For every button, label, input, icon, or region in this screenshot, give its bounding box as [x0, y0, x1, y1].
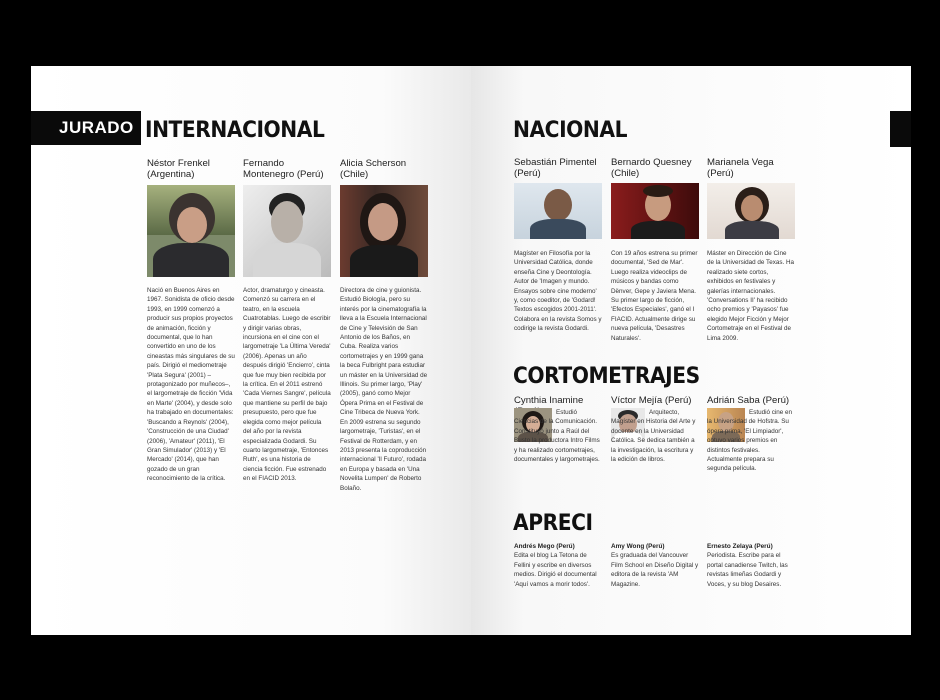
- juror-adrian-saba: [707, 395, 795, 473]
- juror-name: Fernando Montenegro (Perú): [243, 158, 324, 180]
- magazine-spread: [31, 66, 911, 635]
- juror-alicia-scherson: [340, 158, 428, 493]
- apreci-title: APRECI: [513, 511, 593, 536]
- juror-bernardo-quesney: [611, 157, 699, 343]
- nacional-title: NACIONAL: [513, 118, 628, 143]
- juror-photo: [707, 183, 795, 239]
- juror-bio: Estudió Ciencias de la Comunicación. Constituyó junto a Raúl del Busto la productora Intro Films y ha realizado cortometrajes, documentales y largometrajes.: [514, 409, 600, 464]
- juror-name: Alicia Scherson (Chile): [340, 158, 407, 180]
- juror-name: Víctor Mejía (Perú): [611, 395, 692, 406]
- internacional-title: INTERNACIONAL: [145, 118, 325, 143]
- juror-name: Néstor Frenkel (Argentina): [147, 158, 210, 180]
- right-page: [471, 66, 911, 635]
- juror-bio: Directora de cine y guionista. Estudió Biología, pero su interés por la cinematografía la lleva a la Escuela Internacional de Cine y Televisión de San Antonio de los Baños, en Cuba. Realiza varios cortometrajes y en 1999 gana la beca Fulbright para estudiar un máster en la Universidad de Illinois. Su primer largo, 'Play' (2005), ganó como Mejor Ópera Prima en el Festival de Cine Tribeca de Nueva York. En 2009 estrena su segundo largometraje, 'Turistas', en el Festival de Rotterdam, y en 2013 presenta la coproducción internacional 'Il Futuro', rodada en Europa y basada en 'Una Novelita Lumpen' de Roberto Bolaño.: [340, 287, 428, 492]
- juror-fernando-montenegro: [243, 158, 331, 484]
- juror-bio: Edita el blog La Tetona de Fellini y escribe en diversos medios. Dirigió el documental 'Aquí vamos a morir todos'.: [514, 552, 597, 588]
- juror-sebastian-pimentel: [514, 157, 602, 334]
- juror-name: Amy Wong (Perú): [611, 543, 665, 550]
- juror-bio: Estudió cine en la Universidad de Hofstra. Su ópera prima, 'El Limpiador', obtuvo varios premios en distintos festivales. Actualmente prepara su segunda película.: [707, 409, 793, 473]
- juror-victor-mejia: [611, 395, 699, 464]
- juror-bio: Nació en Buenos Aires en 1967. Sonidista de oficio desde 1993, en 1999 comenzó a producir sus propios proyectos de animación, ficción y documental, que lo han convertido en uno de los cineastas más singulares de su país. Dirigió el mediometraje 'Plata Segura' (2001) –protagonizado por muñecos–, el largometraje de ficción 'Vida en Marte' (2004), y desde solo ha trabajado en documentales: 'Buscando a Reynols' (2004), 'Construcción de una Ciudad' (2006), 'Amateur' (2011), 'El Gran Simulador' (2013) y 'El Mercado' (2014), que han gozado de un gran reconocimiento de la crítica.: [147, 287, 235, 483]
- juror-photo: [611, 183, 699, 239]
- page-tab-marker: [890, 111, 911, 147]
- juror-name: Marianela Vega (Perú): [707, 157, 774, 179]
- juror-bio: Periodista. Escribe para el portal canadiense Twitch, las revistas limeñas Godardi y Voces, y su blog Desaires.: [707, 552, 788, 588]
- juror-name: Bernardo Quesney (Chile): [611, 157, 692, 179]
- juror-photo: [243, 185, 331, 277]
- left-page: [31, 66, 471, 635]
- juror-nestor-frenkel: [147, 158, 235, 484]
- juror-photo: [147, 185, 235, 277]
- juror-photo: [340, 185, 428, 277]
- juror-andres-mego: [514, 542, 602, 589]
- juror-name: Andrés Mego (Perú): [514, 543, 575, 550]
- juror-marianela-vega: [707, 157, 795, 343]
- juror-bio: Arquitecto, Magíster en Historia del Arte y docente en la Universidad Católica. Se dedica también a la investigación, la escritura y la edición de libros.: [611, 409, 696, 464]
- juror-bio: Magíster en Filosofía por la Universidad Católica, donde enseña Cine y Deontología. Autor de 'Imagen y mundo. Ensayos sobre cine moderno' y, como coeditor, de 'Godard! Textos escogidos 2001-2011'. Colabora en la revista Somos y codirige la revista Godardi.: [514, 250, 602, 333]
- juror-name: Sebastián Pimentel (Perú): [514, 157, 597, 179]
- juror-ernesto-zelaya: [707, 542, 795, 589]
- juror-cynthia-inamine: [514, 395, 602, 464]
- juror-bio: Es graduada del Vancouver Film School en Diseño Digital y editora de la revista 'AM Magazine.: [611, 552, 699, 588]
- juror-name: Cynthia Inamine: [514, 395, 584, 406]
- juror-name: Adrián Saba (Perú): [707, 395, 790, 406]
- juror-amy-wong: [611, 542, 699, 589]
- juror-bio: Con 19 años estrena su primer documental, 'Sed de Mar'. Luego realiza videoclips de músicos y bandas como Dënver, Gepe y Javiera Mena. Su primer largo de ficción, 'Efectos Especiales', ganó el I FIACID. Actualmente dirige su nueva película, 'Desastres Naturales'.: [611, 250, 698, 342]
- jurado-tab: JURADO: [31, 111, 141, 145]
- juror-bio: Actor, dramaturgo y cineasta. Comenzó su carrera en el teatro, en la escuela Cuatrotablas. Luego de escribir y dirigir varias obras, incursiona en el cine con el largometraje 'La Última Vereda' (2006). Apenas un año después dirigió 'Encierro', cinta que fue muy bien recibida por la crítica. En el 2011 estrenó 'Cada Viernes Sangre', película que mantiene su perfil de bajo presupuesto, pero que fue elegida como mejor película del año por la revista especializada Godardi. Su cuarto largometraje, 'Entonces Ruth', es una historia de ciencia ficción. Fue estrenado en el FIACID 2013.: [243, 287, 331, 483]
- juror-name: Ernesto Zelaya (Perú): [707, 543, 773, 550]
- juror-photo: [514, 183, 602, 239]
- cortometrajes-title: CORTOMETRAJES: [513, 364, 700, 389]
- juror-bio: Máster en Dirección de Cine de la Universidad de Texas. Ha realizado siete cortos, exhibidos en festivales y galerías internacionales. 'Conversations II' ha recibido ocho premios y 'Payasos' fue elegido Mejor Ficción y Mejor Cortometraje en el Festival de Lima 2009.: [707, 250, 795, 342]
